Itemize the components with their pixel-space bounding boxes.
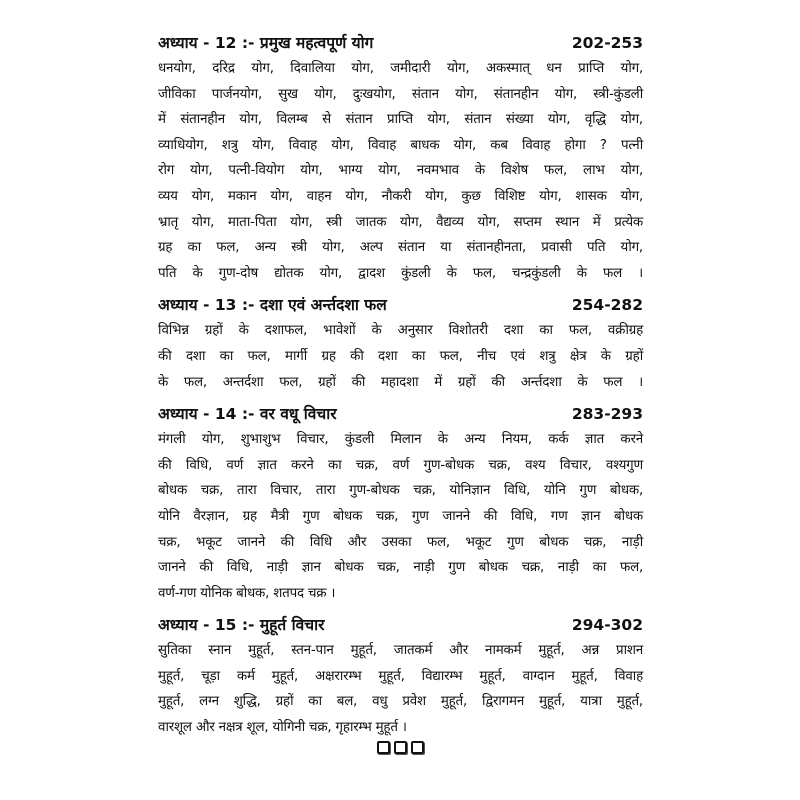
chapter-heading [158,292,643,318]
text-line: वारशूल और नक्षत्र शूल, योगिनी चक्र, गृहारम्भ मुहूर्त । [158,720,407,736]
text-line: सुतिका स्नान मुहूर्त, स्तन-पान मुहूर्त, जातकर्म और नामकर्म मुहूर्त, अन्न प्राशन [158,643,643,659]
text-line: में संतानहीन योग, विलम्ब से संतान प्राप्ति योग, संतान संख्या योग, वृद्धि योग, [158,112,643,128]
page-range: 202-253 [571,34,643,52]
text-line: व्याधियोग, शत्रु योग, विवाह योग, विवाह बाधक योग, कब विवाह होगा ? पत्नी [158,137,643,153]
page-range: 294-302 [571,616,643,635]
text-line: धनयोग, दरिद्र योग, दिवालिया योग, जमीदारी योग, अकस्मात् धन प्राप्ति योग, [158,61,643,76]
text-line: की दशा का फल, मार्गी ग्रह की दशा का फल, नीच एवं शत्रु क्षेत्र के ग्रहों [158,348,643,364]
text-line: व्यय योग, मकान योग, वाहन योग, नौकरी योग, कुछ विशिष्ट योग, शासक योग, [158,188,643,204]
square-ornament-icon [394,741,407,754]
text-line: योनि वैरज्ञान, ग्रह मैत्री गुण बोधक चक्र, गुण जानने की विधि, गण ज्ञान बोधक [158,508,643,524]
chapter-12 [158,30,643,286]
chapter-14 [158,401,643,606]
text-line: मुहूर्त, लग्न शुद्धि, ग्रहों का बल, वधु प्रवेश मुहूर्त, द्विरागमन मुहूर्त, यात्रा मुहूर्त, [158,694,643,710]
chapter-13 [158,292,643,395]
chapter-heading [158,612,643,638]
page-range: 254-282 [571,296,643,315]
text-line: चक्र, भकूट जानने की विधि और उसका फल, भकूट गुण बोधक चक्र, नाड़ी [158,534,643,550]
chapter-15 [158,612,643,740]
text-line: ग्रह का फल, अन्य स्त्री योग, अल्प संतान या संतानहीनता, प्रवासी पति योग, [158,240,643,256]
chapter-title: अध्याय - 15 :- मुहूर्त विचार [158,616,325,635]
square-ornament-icon [411,741,424,754]
chapter-heading [158,401,643,427]
text-line: मंगली योग, शुभाशुभ विचार, कुंडली मिलान के अन्य नियम, कर्क ज्ञात करने [158,432,643,448]
text-line: पति के गुण-दोष द्योतक योग, द्वादश कुंडली के फल, चन्द्रकुंडली के फल । [158,265,643,281]
text-line: जीविका पार्जनयोग, सुख योग, दुःखयोग, संतान योग, संतानहीन योग, स्त्री-कुंडली [158,86,643,102]
text-line: विभिन्न ग्रहों के दशाफल, भावेशों के अनुसार विशोतरी दशा का फल, वक्रीग्रह [158,323,643,339]
text-line: जानने की विधि, नाड़ी ज्ञान बोधक चक्र, नाड़ी गुण बोधक चक्र, नाड़ी का फल, [158,560,643,576]
text-line: के फल, अन्तर्दशा फल, ग्रहों की महादशा में ग्रहों की अर्न्तदशा के फल । [158,374,643,390]
chapter-title: अध्याय - 12 :- प्रमुख महत्वपूर्ण योग [158,34,374,52]
text-line: मुहूर्त, चूड़ा कर्म मुहूर्त, अक्षरारम्भ मुहूर्त, विद्यारम्भ मुहूर्त, वाग्दान मुहूर्त, विवाह [158,668,643,684]
text-line: भ्रातृ योग, माता-पिता योग, स्त्री जातक योग, वैद्यव्य योग, सप्तम स्थान में प्रत्येक [158,214,643,230]
chapter-heading [158,30,643,56]
text-line: वर्ण-गण योनिक बोधक, शतपद चक्र । [158,585,336,601]
text-line: की विधि, वर्ण ज्ञात करने का चक्र, वर्ण गुण-बोधक चक्र, वश्य विचार, वश्यगुण [158,457,643,473]
table-of-contents [158,30,643,747]
text-line: रोग योग, पत्नी-वियोग योग, भाग्य योग, नवमभाव के विशेष फल, लाभ योग, [158,163,643,179]
page-range: 283-293 [571,405,643,424]
chapter-title: अध्याय - 13 :- दशा एवं अर्न्तदशा फल [158,296,387,315]
square-ornament-icon [377,741,390,754]
section-end-ornament [0,738,800,759]
text-line: बोधक चक्र, तारा विचार, तारा गुण-बोधक चक्र, योनिज्ञान विधि, योनि गुण बोधक, [158,483,643,499]
chapter-title: अध्याय - 14 :- वर वधू विचार [158,405,337,424]
